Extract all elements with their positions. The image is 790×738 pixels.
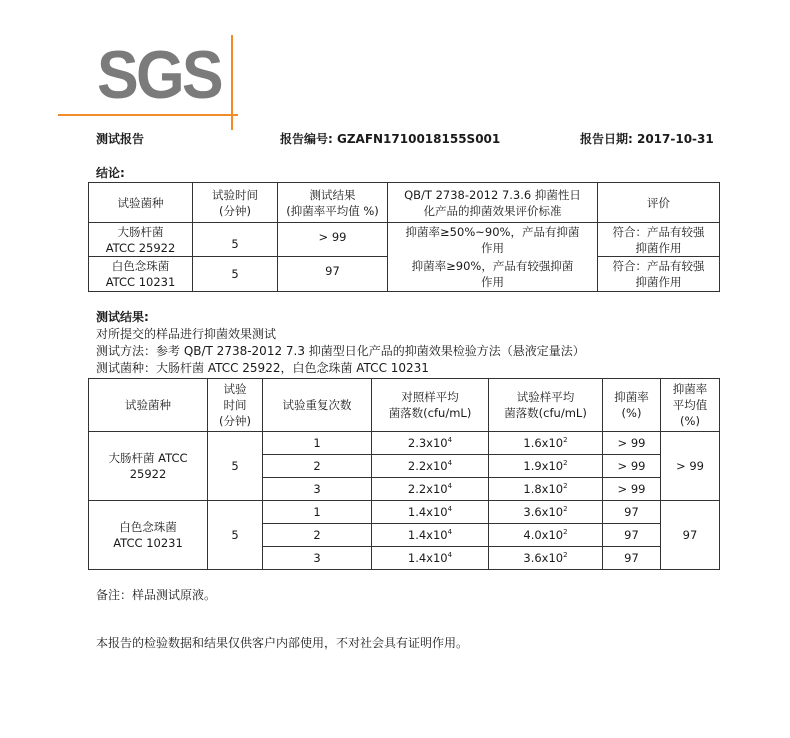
control-cell: $2.2x10^4$	[372, 478, 489, 501]
replicate-cell: 3	[263, 478, 372, 501]
evaluation-cell: 符合：产品有较强 抑菌作用	[598, 223, 720, 257]
result-cell: > 99	[278, 223, 388, 257]
rate-cell: > 99	[603, 432, 661, 455]
report-type: 测试报告	[96, 132, 145, 146]
results-table	[88, 378, 720, 570]
evaluation-cell: 符合：产品有较强 抑菌作用	[598, 257, 720, 292]
col-replicate: 试验重复次数	[263, 379, 372, 432]
sample-cell: $4.0x10^2$	[489, 524, 603, 547]
sample-cell: $3.6x10^2$	[489, 501, 603, 524]
time-cell: 5	[193, 223, 278, 257]
logo-horizontal-line	[58, 114, 238, 116]
results-strains: 测试菌种：大肠杆菌 ATCC 25922，白色念珠菌 ATCC 10231	[96, 361, 429, 375]
col-control-count: 对照样平均 菌落数(cfu/mL)	[372, 379, 489, 432]
control-cell: $2.3x10^4$	[372, 432, 489, 455]
table-row	[89, 223, 720, 257]
rate-cell: 97	[603, 547, 661, 570]
strain-cell: 大肠杆菌 ATCC 25922	[89, 223, 193, 257]
sgs-logo	[97, 35, 247, 130]
result-cell: 97	[278, 257, 388, 292]
strain-cell: 大肠杆菌 ATCC 25922	[89, 432, 208, 501]
rate-average-cell: 97	[661, 501, 720, 570]
logo-vertical-line	[231, 35, 233, 130]
rate-cell: > 99	[603, 455, 661, 478]
report-date: 报告日期: 2017-10-31	[580, 132, 714, 146]
col-strain: 试验菌种	[89, 183, 193, 223]
col-time: 试验 时间 (分钟)	[208, 379, 263, 432]
disclaimer: 本报告的检验数据和结果仅供客户内部使用，不对社会具有证明作用。	[96, 636, 469, 650]
control-cell: $2.2x10^4$	[372, 455, 489, 478]
table-row	[89, 257, 720, 292]
control-cell: $1.4x10^4$	[372, 524, 489, 547]
rate-cell: 97	[603, 501, 661, 524]
strain-cell: 白色念珠菌 ATCC 10231	[89, 257, 193, 292]
replicate-cell: 1	[263, 501, 372, 524]
control-cell: $1.4x10^4$	[372, 501, 489, 524]
logo-text: SGS	[97, 37, 221, 113]
results-method: 测试方法：参考 QB/T 2738-2012 7.3 抑菌型日化产品的抑菌效果检验方法（悬液定量法）	[96, 344, 585, 358]
replicate-cell: 1	[263, 432, 372, 455]
table-row	[89, 501, 720, 524]
conclusion-header-row	[89, 183, 720, 223]
time-cell: 5	[208, 501, 263, 570]
rate-cell: > 99	[603, 478, 661, 501]
col-criteria: QB/T 2738-2012 7.3.6 抑菌性日 化产品的抑菌效果评价标准	[388, 183, 598, 223]
replicate-cell: 2	[263, 524, 372, 547]
criteria-cell: 抑菌率≥50%~90%，产品有抑菌 作用	[388, 223, 598, 257]
col-rate: 抑菌率 (%)	[603, 379, 661, 432]
sample-cell: $3.6x10^2$	[489, 547, 603, 570]
strain-cell: 白色念珠菌 ATCC 10231	[89, 501, 208, 570]
sample-cell: $1.6x10^2$	[489, 432, 603, 455]
col-strain: 试验菌种	[89, 379, 208, 432]
col-evaluation: 评价	[598, 183, 720, 223]
col-time: 试验时间 (分钟)	[193, 183, 278, 223]
note: 备注：样品测试原液。	[96, 588, 217, 602]
replicate-cell: 2	[263, 455, 372, 478]
rate-cell: 97	[603, 524, 661, 547]
col-rate-average: 抑菌率 平均值(%)	[661, 379, 720, 432]
col-sample-count: 试验样平均 菌落数(cfu/mL)	[489, 379, 603, 432]
report-number: 报告编号: GZAFN1710018155S001	[280, 132, 501, 146]
criteria-cell: 抑菌率≥90%，产品有较强抑菌 作用	[388, 257, 598, 292]
results-title: 测试结果:	[96, 310, 149, 324]
time-cell: 5	[208, 432, 263, 501]
rate-average-cell: > 99	[661, 432, 720, 501]
sample-cell: $1.9x10^2$	[489, 455, 603, 478]
results-line-1: 对所提交的样品进行抑菌效果测试	[96, 327, 277, 341]
time-cell: 5	[193, 257, 278, 292]
results-header-row	[89, 379, 720, 432]
replicate-cell: 3	[263, 547, 372, 570]
control-cell: $1.4x10^4$	[372, 547, 489, 570]
sample-cell: $1.8x10^2$	[489, 478, 603, 501]
table-row	[89, 432, 720, 455]
conclusion-table	[88, 182, 720, 292]
col-result: 测试结果 (抑菌率平均值 %)	[278, 183, 388, 223]
conclusion-title: 结论:	[96, 166, 125, 180]
